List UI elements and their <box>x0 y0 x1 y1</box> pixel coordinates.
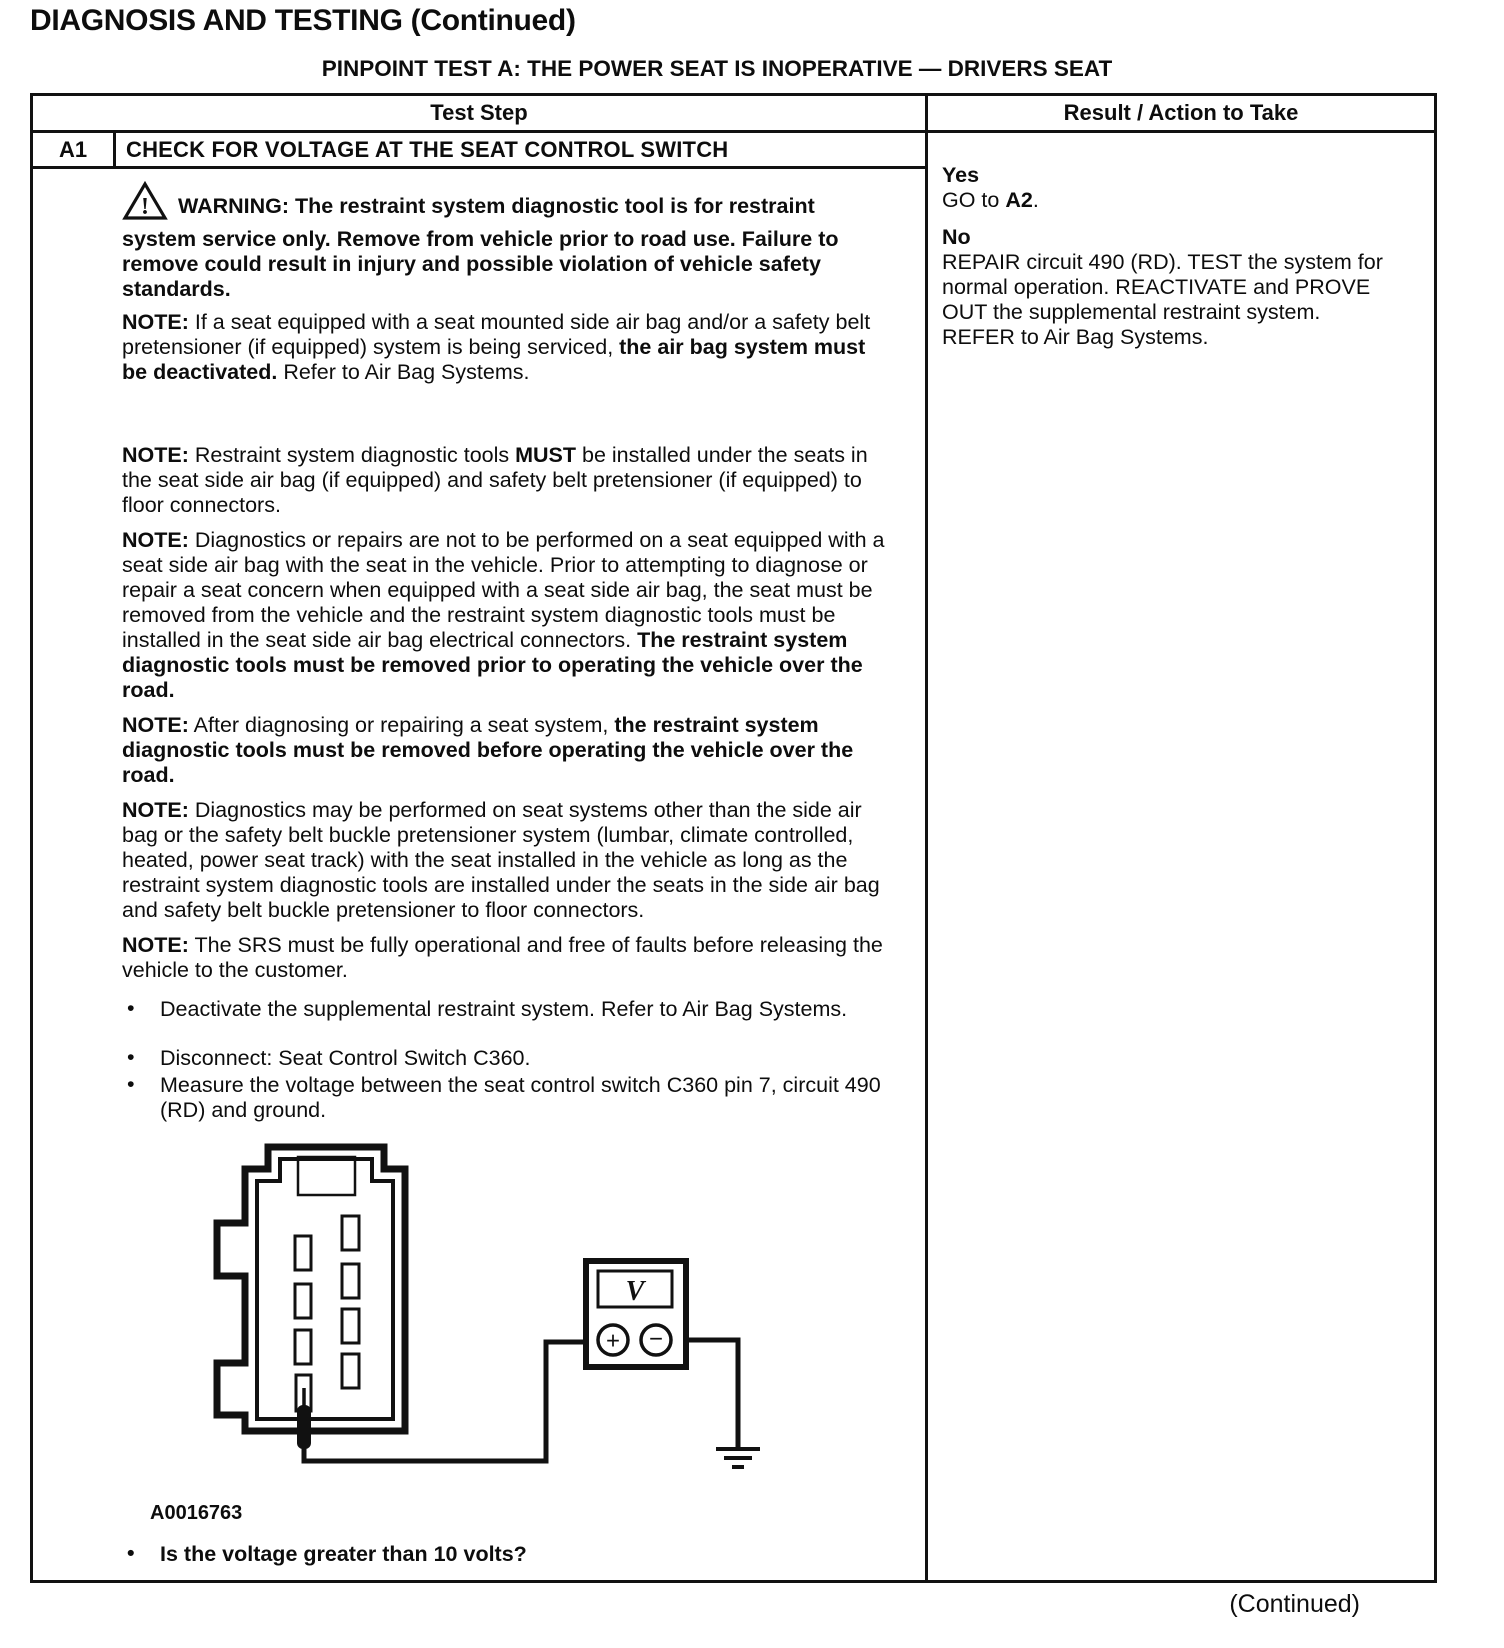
pin-slot <box>295 1236 311 1270</box>
pinpoint-test-table <box>30 93 1437 1583</box>
test-step-cell <box>33 133 928 1580</box>
voltmeter-symbol: V <box>625 1276 645 1307</box>
connector-test-figure <box>150 1143 818 1526</box>
column-header-test-step: Test Step <box>33 96 928 130</box>
connector-inner-wall <box>257 1159 393 1419</box>
pin-slot <box>342 1354 359 1388</box>
result-no-action: REPAIR circuit 490 (RD). TEST the system for normal operation. REACTIVATE and PROVE OUT the supplemental restraint system. REFER to Air Bag Systems. <box>942 250 1383 349</box>
note-air-bag-deactivate: NOTE: If a seat equipped with a seat mounted side air bag and/or a safety belt pretensioner (if equipped) system is being serviced, the air bag system must be deactivated. Refer to Air Bag Systems. <box>122 310 871 384</box>
list-item-measure: • Measure the voltage between the seat control switch C360 pin 7, circuit 490 (RD) and ground. <box>127 1072 881 1122</box>
svg-text:!: ! <box>141 194 149 220</box>
table-header-row <box>33 96 1434 133</box>
note-tools-removed-after: NOTE: After diagnosing or repairing a seat system, the restraint system diagnostic tools must be removed before operating the vehicle over the road. <box>122 713 854 787</box>
positive-test-lead-wire <box>304 1342 586 1461</box>
note-tools-installed: NOTE: Restraint system diagnostic tools MUST be installed under the seats in the seat side air bag (if equipped) and safety belt pretensioner (if equipped) to floor connectors. <box>122 443 868 517</box>
note-srs-operational: NOTE: The SRS must be fully operational and free of faults before releasing the vehicle to the customer. <box>122 933 883 982</box>
note-other-diagnostics: NOTE: Diagnostics may be performed on seat systems other than the side air bag or the safety belt buckle pretensioner system (lumbar, climate controlled, heated, power seat track) with the seat installed in the vehicle as long as the restraint system diagnostic tools are installed under the seats in the side air bag and safety belt buckle pretensioner to floor connectors. <box>122 798 880 922</box>
pinpoint-test-title: PINPOINT TEST A: THE POWER SEAT IS INOPERATIVE — DRIVERS SEAT <box>321 56 1113 81</box>
pin-slot <box>342 1309 359 1343</box>
figure-code: A0016763 <box>150 1502 243 1524</box>
bullet-icon: • <box>127 1541 135 1565</box>
test-question: • Is the voltage greater than 10 volts? <box>127 1541 527 1566</box>
step-a1-header-row <box>33 133 925 169</box>
ground-symbol <box>716 1449 760 1467</box>
bullet-icon: • <box>127 1072 135 1096</box>
warning-text: WARNING: The restraint system diagnostic tool is for restraint system service only. Remove from vehicle prior to road use. Failure to remove could result in injury and possible violation of vehicle safety standards. <box>122 194 839 301</box>
connector-latch-window <box>298 1157 355 1195</box>
pin-slot <box>295 1330 311 1364</box>
pin-slot <box>342 1216 359 1250</box>
step-id: A1 <box>33 133 116 166</box>
ground-lead-wire <box>686 1340 738 1449</box>
warning-paragraph <box>122 181 885 302</box>
bullet-icon: • <box>127 996 135 1020</box>
minus-icon: − <box>648 1326 664 1353</box>
step-instructions <box>33 181 925 1567</box>
result-yes-action: GO to A2. <box>942 188 1039 212</box>
test-probe <box>297 1405 311 1449</box>
warning-triangle-icon <box>122 181 168 227</box>
plus-icon: + <box>605 1328 621 1355</box>
bullet-icon: • <box>127 1045 135 1069</box>
step-title: CHECK FOR VOLTAGE AT THE SEAT CONTROL SWITCH <box>126 136 729 162</box>
result-yes-label: Yes <box>942 163 980 187</box>
list-item-deactivate: • Deactivate the supplemental restraint system. Refer to Air Bag Systems. <box>127 996 848 1021</box>
page-title: DIAGNOSIS AND TESTING (Continued) <box>30 4 576 37</box>
continued-footer: (Continued) <box>1229 1590 1360 1618</box>
table-body-row <box>33 133 1434 1580</box>
wiring-diagram <box>178 1143 798 1493</box>
pin-slot <box>295 1284 311 1318</box>
result-no-label: No <box>942 225 971 249</box>
column-header-result: Result / Action to Take <box>1063 100 1299 125</box>
pin-slot <box>342 1264 359 1298</box>
result-action-cell <box>928 133 1434 1580</box>
note-seat-removal: NOTE: Diagnostics or repairs are not to be performed on a seat equipped with a seat side air bag with the seat in the vehicle. Prior to attempting to diagnose or repair a seat concern when equipped with a seat side air bag, the seat must be removed from the vehicle and the restraint system diagnostic tools must be installed in the seat side air bag electrical connectors. The restraint system diagnostic tools must be removed prior to operating the vehicle over the road. <box>122 528 885 702</box>
list-item-disconnect: • Disconnect: Seat Control Switch C360. <box>127 1045 531 1070</box>
